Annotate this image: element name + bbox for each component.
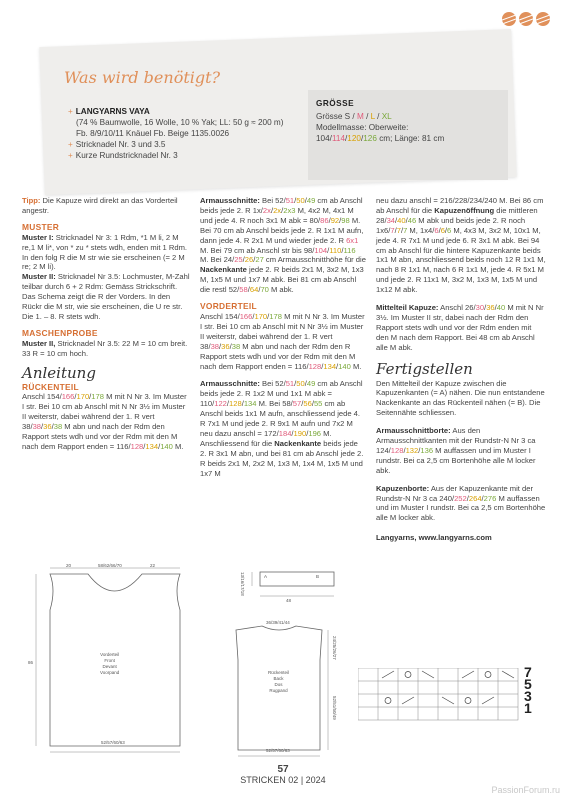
yarn-icons: [502, 12, 550, 26]
maschenprobe-heading: MASCHENPROBE: [22, 327, 98, 338]
card-title: Was wird benötigt?: [64, 68, 221, 87]
materials-list: + LANGYARNS VAYA (74 % Baumwolle, 16 Wolle, 10 % Yak; LL: 50 g ≈ 200 m) Fb. 8/9/10/11 Knäuel Fb. Beige 1135.0026 + Stricknadel Nr. 3 und 3.5 + Kurze Rundstricknadel Nr. 3: [68, 107, 284, 160]
hood-width: 48: [286, 598, 292, 603]
yarn-ball-icon: [519, 12, 533, 26]
yarn-colors: Fb. 8/9/10/11 Knäuel Fb. Beige 1135.0026: [76, 129, 230, 138]
yarn-name: LANGYARNS VAYA: [75, 107, 150, 116]
vorderteil-heading: VORDERTEIL: [200, 301, 257, 312]
column-left: Tipp: Die Kapuze wird direkt an das Vorderteil angestr. MUSTER Muster I: Stricknadel Nr 3: 1 Rdm, *1 M li, 2 M re,1 M li*, von * zu * stets wdh, enden mit 1 Rdm. In den folg R die M str wie sie erscheinen (= 2 M re; 2 M li). Muster II: Stricknadel Nr 3.5: Lochmuster, M-Zahl teilbar durch 6 + 2 Rdm: Gemäss Strickschrift. Das Schema zeigt die R der Vorders. In den Rückr die M str, wie sie erscheinen, die U re str. Die 1. – 8. R stets wdh. MASCHENPROBE Muster II, Stricknadel Nr 3.5: 22 M = 10 cm breit. 33 R = 10 cm hoch. Anleitung RÜCKENTEIL Anschl 154/166/170/178 M mit N Nr 3. Im Muster I str. Bei 10 cm ab Anschl mit N Nr 3½ im Muster II weiterstr, dabei während der 1. R vert 38/38/36/38 M abn und nach der Rdm den Rapport stets wdh und vor der Rdm mit den M nach dem Rapport enden = 116/128/134/140 M.: [22, 196, 190, 451]
credit: Langyarns, www.langyarns.com: [376, 533, 492, 543]
yarn-ball-icon: [502, 12, 516, 26]
watermark: PassionForum.ru: [491, 785, 560, 795]
page-number: 57: [277, 764, 289, 775]
magazine-name: STRICKEN 02 | 2024: [240, 775, 326, 785]
front-left-dim: 20: [66, 563, 72, 568]
back-arm-dim: 24/25/26/27: [332, 636, 337, 660]
knitting-chart: [358, 664, 534, 729]
size-box: [308, 90, 508, 180]
front-top-dim: 58/62/66/70: [98, 563, 122, 568]
fertigstellen-heading: Fertigstellen: [376, 359, 473, 378]
circular-needle: Kurze Rundstricknadel Nr. 3: [75, 151, 178, 160]
back-side-dim: 52/51/50/49: [332, 696, 337, 720]
materials-card: [42, 38, 514, 186]
needles: Stricknadel Nr. 3 und 3.5: [75, 140, 166, 149]
muster-heading: MUSTER: [22, 221, 60, 232]
size-title: GRÖSSE: [316, 99, 355, 108]
back-title: Rückenteil Back Dos Rugpand: [268, 670, 290, 693]
column-right: neu dazu anschl = 216/228/234/240 M. Bei 86 cm ab Anschl für die Kapuzenöffnung die mittleren 28/34/40/46 M abk und beids jede 2. R noch 1x6/7/7/7 M, 1x4/6/6/6 M, 4x3 M, 3x2 M, 10x1 M, jede 4. R 7x1 M und jede 6. R 3x1 M abk. Bei 94 cm ab Anschl für die hintere Kapuzenkante beids 1x1 M abn, anschliessend beids noch 12 R 1x1 M, nach 8 R 1x1 M, nach 6 R 1x1 M, jede 4. R 5x1 M und jede 2. R 11x1 M, 3x2 M, 1x3 M, 1x5 M und 1x12 M abk. Mittelteil Kapuze: Anschl 26/30/36/40 M mit N Nr 3½. Im Muster II str, dabei nach der Rdm den Rapport stets wdh und vor der Rdm enden mit den M nach dem Rapport. Bei 48 cm ab Anschl alle M abk. Fertigstellen Den Mittelteil der Kapuze zwischen die Kapuzenkanten (= A) nähen. Die nun entstandene Nackenkante an das Rückenteil nähen (= B). Die Seitennähte schliessen. Armausschnittborte: Aus den Armausschnittkanten mit der Rundstr-N Nr 3 ca 124/128/132/136 M auffassen und im Muster I rundstr. Bei ca 2,5 cm Bortenhöhe alle M locker abk. Kapuzenborte: Aus der Kapuzenkante mit der Rundstr-N Nr 3 ca 240/252/264/276 M auffassen und im Muster I rundstr. Bei ca 2,5 cm Bortenhöhe alle M locker abk. Langyarns, www.langyarns.com: [376, 196, 546, 543]
measure-values: 104/114/120/126 cm; Länge: 81 cm: [316, 134, 445, 143]
hood-b: B: [316, 574, 320, 579]
hood-side: 13/16/17/18: [240, 572, 245, 596]
chart-grid: [358, 664, 534, 724]
front-right-dim: 22: [150, 563, 156, 568]
hood-a: A: [264, 574, 268, 579]
back-bottom-dim: 52/57/60/63: [266, 748, 290, 753]
rueckenteil-heading: RÜCKENTEIL: [22, 381, 79, 392]
rueckenteil-text: Anschl 154/166/170/178 M mit N Nr 3. Im Muster I str. Bei 10 cm ab Anschl mit N Nr 3½ im Muster II weiterstr, dabei während der 1. R vert 38/38/36/38 M abn und nach der Rdm den Rapport stets wdh und vor der Rdm mit den M nach dem Rapport enden = 116/128/134/140 M.: [22, 392, 187, 451]
back-top-dim: 36/39/41/44: [266, 620, 290, 625]
column-middle: Armausschnitte: Bei 52/51/50/49 cm ab Anschl beids jede 2. R 1x/2x/2x/2x3 M, 4x2 M, 4x1 M und jede 4. R noch 3x1 M abk = 80/86/92/98 M. Bei 70 cm ab Anschl beids jede 2. R 1x1 M aufn, dann jede 4. R 2x1 M und wieder jede 2. R 6x1 M. Bei 79 cm ab Anschl str bis 98/104/110/116 M. Bei 24/25/26/27 cm Armausschnitthöhe für die Nackenkante jede 2. R beids 2x1 M, 3x2 M, 1x3 M, 1x5 M und 1x7 M abk. Bei 81 cm ab Anschl die restl 52/58/64/70 M abk. VORDERTEIL Anschl 154/166/170/178 M mit N Nr 3. Im Muster I str. Bei 10 cm ab Anschl mit N Nr 3½ im Muster II weiterstr, dabei während der 1. R vert 38/38/36/38 M abn und nach der Rdm den R Rapport stets wdh und vor der Rdm mit den M nach dem Rapport enden = 116/128/134/140 M. Armausschnitte: Bei 52/51/50/49 cm ab Anschl beids jede 2. R 1x2 M und 1x1 M abk = 110/122/128/134 M. Bei 58/57/56/55 cm ab Anschl beids 1x1 M aufn, anschliessend jede 4. R 7x1 M und jede 2. R 9x1 M aufn und 7x2 M neu dazu anschl = 172/184/190/196 M. Anschliessend für die Nackenkante beids jede 2. R 3x1 M abn, und bei 81 cm ab Anschl jede 2. R beids 2x1 M, 2x2 M, 1x3 M, 1x4 M, 1x5 M und 1x7 M: [200, 196, 366, 478]
front-bottom-dim: 52/57/60/63: [101, 740, 125, 745]
anleitung-heading: Anleitung: [22, 363, 96, 382]
yarn-ball-icon: [536, 12, 550, 26]
front-height-dim: 86: [28, 660, 34, 665]
size-line: Grösse S / M / L / XL: [316, 112, 392, 121]
yarn-detail: (74 % Baumwolle, 16 Wolle, 10 % Yak; LL: 50 g ≈ 200 m): [76, 118, 284, 127]
chart-row-numbers: 7 5 3 1: [524, 664, 532, 716]
measure-label: Modellmasse: Oberweite:: [316, 123, 409, 132]
page-footer: [0, 764, 566, 785]
front-title: Vorderteil Front Devant Voorpand: [100, 652, 120, 675]
